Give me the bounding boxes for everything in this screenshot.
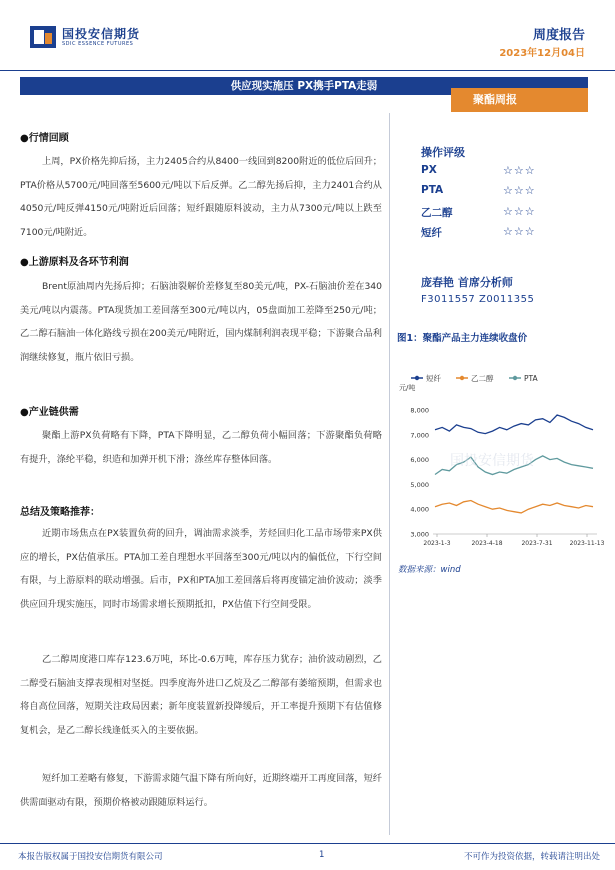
logo-english-text: SDIC ESSENCE FUTURES xyxy=(62,41,134,47)
footer-copyright: 本报告版权属于国投安信期货有限公司 xyxy=(18,852,163,862)
rating-row-psf xyxy=(421,225,546,240)
paragraph-market-review: 上周，PX价格先抑后扬，主力2405合约从8400一线回到8200附近的低位后回升；PTA价格从5700元/吨回落至5600元/吨以下后反弹。乙二醇先扬后抑，主力2401合约从4050元/吨反弹4150元/吨附近后回落；短纤跟随原料波动，主力从7300元/吨以上跌至7100元/吨附近。 xyxy=(20,156,382,238)
paragraph-summary-2: 乙二醇周度港口库存123.6万吨，环比-0.6万吨，库存压力犹存；油价波动剧烈，乙二醇受石脑油支撑表现相对坚挺。四季度海外进口乙烷及乙二醇部有萎缩预期，但需求也将自高位回落，短期关注政局因素；新年度装置新投降缓后，开工率提升预期下有估值修复机会，是乙二醇长线逢低买入的主要依据。 xyxy=(20,654,382,736)
series-line-0 xyxy=(435,415,593,434)
rating-stars: ☆☆☆ xyxy=(503,184,536,197)
rating-row-px xyxy=(421,164,546,176)
rating-stars: ☆☆☆ xyxy=(503,225,536,238)
section-title-upstream-profit: ●上游原料及各环节利润 xyxy=(20,257,129,268)
legend-marker-2 xyxy=(513,376,517,380)
footer-divider xyxy=(0,843,615,844)
legend-marker-0 xyxy=(415,376,419,380)
rating-row-meg xyxy=(421,205,546,220)
legend-label-0: 短纤 xyxy=(426,374,441,383)
rating-name: 乙二醇 xyxy=(421,207,453,219)
paragraph-summary-3: 短纤加工差略有修复，下游需求随气温下降有所向好，近期终端开工再度回落，短纤供需面驱动有限，预期价格被动跟随原料运行。 xyxy=(20,773,382,808)
y-axis-unit: 元/吨 xyxy=(399,384,416,392)
page-number: 1 xyxy=(319,850,325,860)
rating-stars: ☆☆☆ xyxy=(503,205,536,218)
legend-marker-1 xyxy=(460,376,464,380)
x-tick-label: 2023-7-31 xyxy=(521,540,553,547)
y-tick-label: 5,000 xyxy=(410,480,429,489)
report-type: 周度报告 xyxy=(532,28,585,43)
x-tick-label: 2023-4-18 xyxy=(471,540,503,547)
paragraph-supply-demand: 聚酯上游PX负荷略有下降，PTA下降明显，乙二醇负荷小幅回落；下游聚酯负荷略有提升，涤纶平稳，织造和加弹开机下滑；涤丝库存整体回落。 xyxy=(20,430,382,465)
y-tick-label: 3,000 xyxy=(410,530,429,539)
analyst-certificates: F3011557 Z0011355 xyxy=(421,294,535,305)
rating-title: 操作评级 xyxy=(421,146,465,159)
y-tick-label: 7,000 xyxy=(410,431,429,440)
watermark: 国投安信期货 xyxy=(450,453,534,469)
y-tick-label: 8,000 xyxy=(410,406,429,415)
column-divider xyxy=(389,113,390,835)
section-title-supply-demand: ●产业链供需 xyxy=(20,407,79,418)
logo-chinese-text: 国投安信期货 xyxy=(62,27,141,41)
rating-stars: ☆☆☆ xyxy=(503,164,536,177)
figure-source: 数据来源：wind xyxy=(398,565,461,575)
analyst-name: 庞春艳 首席分析师 xyxy=(421,276,513,289)
footer-disclaimer: 不可作为投资依据，转载请注明出处 xyxy=(463,852,600,862)
report-category-tab: 聚酯周报 xyxy=(451,88,588,112)
header-divider xyxy=(0,70,615,71)
legend-label-1: 乙二醇 xyxy=(471,374,494,383)
legend-label-2: PTA xyxy=(524,374,538,383)
x-tick-label: 2023-11-13 xyxy=(569,540,605,547)
rating-row-pta xyxy=(421,184,546,196)
rating-name: 短纤 xyxy=(421,227,442,239)
series-line-1 xyxy=(435,501,593,513)
y-tick-label: 6,000 xyxy=(410,456,429,465)
figure-title: 图1：聚酯产品主力连续收盘价 xyxy=(397,333,528,344)
rating-name: PX xyxy=(421,164,437,176)
rating-name: PTA xyxy=(421,184,444,196)
y-tick-label: 4,000 xyxy=(410,505,429,514)
paragraph-summary-1: 近期市场焦点在PX装置负荷的回升，调油需求淡季，芳烃回归化工品市场带来PX供应的增长，PX估值承压。PTA加工差自理想水平回落至300元/吨以内的偏低位，下行空间有限，与上游原料的联动增强。后市，PX和PTA加工差回落后将再度锚定油价波动；淡季供应回升现实施压，同时市场需求增长预期抵扣，PX估值下行空间受限。 xyxy=(20,528,382,610)
section-title-market-review: ●行情回顾 xyxy=(20,133,69,144)
paragraph-upstream-profit: Brent原油周内先扬后抑；石脑油裂解价差修复至80美元/吨，PX-石脑油价差在340美元/吨以内震荡。PTA现货加工差回落至300元/吨以内，05盘面加工差降至250元/吨；乙二醇石脑油一体化路线亏损在200美元/吨附近，国内煤制利润表现平稳；下游聚合品利润继续修复，瓶片依旧亏损。 xyxy=(20,281,382,363)
report-title-banner: 供应现实施压 PX携手PTA走弱 xyxy=(20,77,588,95)
x-tick-label: 2023-1-3 xyxy=(423,540,451,547)
report-date: 2023年12月04日 xyxy=(499,48,585,59)
logo-icon xyxy=(30,26,56,48)
section-title-summary: 总结及策略推荐： xyxy=(20,507,100,518)
